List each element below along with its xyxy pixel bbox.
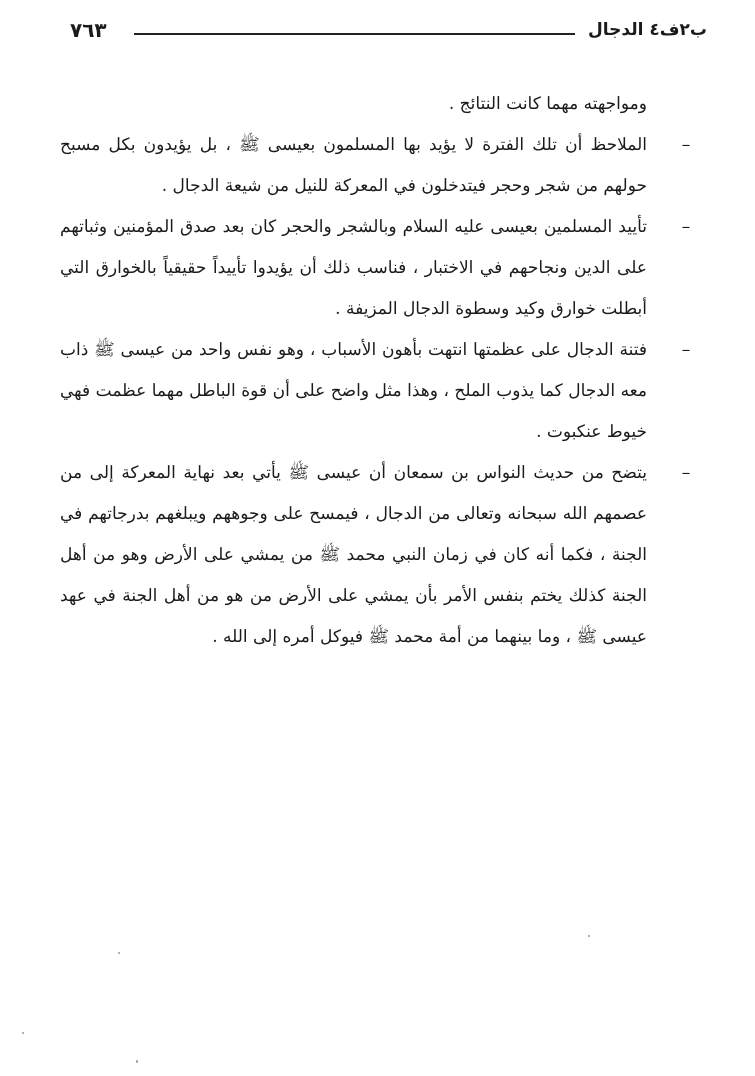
bullet-text: يتضح من حديث النواس بن سمعان أن عيسى ﷺ يأتي بعد نهاية المعركة إلى من عصمهم الله سبحانه وتعالى من الدجال ، فيمسح على وجوههم ويبلغهم بدرجاتهم في الجنة ، فكما أنه كان في زمان النبي محمد ﷺ من يمشي على الأرض وهو من أهل الجنة كذلك يختم بنفس الأمر بأن يمشي على الأرض من هو من أهل الجنة في عهد عيسى ﷺ ، وما بينهما من أمة محمد ﷺ فيوكل أمره إلى الله . <box>60 463 647 647</box>
scan-speck <box>118 952 120 954</box>
scan-speck <box>136 1060 138 1063</box>
page-header <box>70 18 707 50</box>
bullet-dash: – <box>681 340 691 360</box>
bullet-text: الملاحظ أن تلك الفترة لا يؤيد بها المسلمون بعيسى ﷺ ، بل يؤيدون بكل مسبح حولهم من شجر وحجر فيتدخلون في المعركة للنيل من شيعة الدجال . <box>60 135 647 196</box>
bullet-text: تأييد المسلمين بعيسى عليه السلام وبالشجر والحجر كان بعد صدق المؤمنين وثباتهم على الدين ونجاحهم في الاختبار ، فناسب ذلك أن يؤيدوا تأييداً حقيقياً بالخوارق التي أبطلت خوارق وكيد وسطوة الدجال المزيفة . <box>60 217 647 319</box>
bullet-dash: – <box>681 135 691 155</box>
bullet-dash: – <box>681 217 691 237</box>
bullet-text: فتنة الدجال على عظمتها انتهت بأهون الأسباب ، وهو نفس واحد من عيسى ﷺ ذاب معه الدجال كما يذوب الملح ، وهذا مثل واضح على أن قوة الباطل مهما عظمت فهي خيوط عنكبوت . <box>60 340 647 442</box>
scan-speck <box>588 935 590 937</box>
running-head: ب٢ف٤ الدجال <box>588 20 707 40</box>
header-rule <box>134 33 575 35</box>
scan-speck <box>22 1032 24 1034</box>
bullet-item <box>60 125 693 207</box>
bullet-item <box>60 453 693 658</box>
bullet-dash: – <box>681 463 691 483</box>
bullet-item <box>60 330 693 453</box>
opening-line: ومواجهته مهما كانت النتائج . <box>448 94 647 114</box>
bullet-item <box>60 207 693 330</box>
page-body <box>60 84 693 658</box>
page-number: ٧٦٣ <box>70 18 107 42</box>
